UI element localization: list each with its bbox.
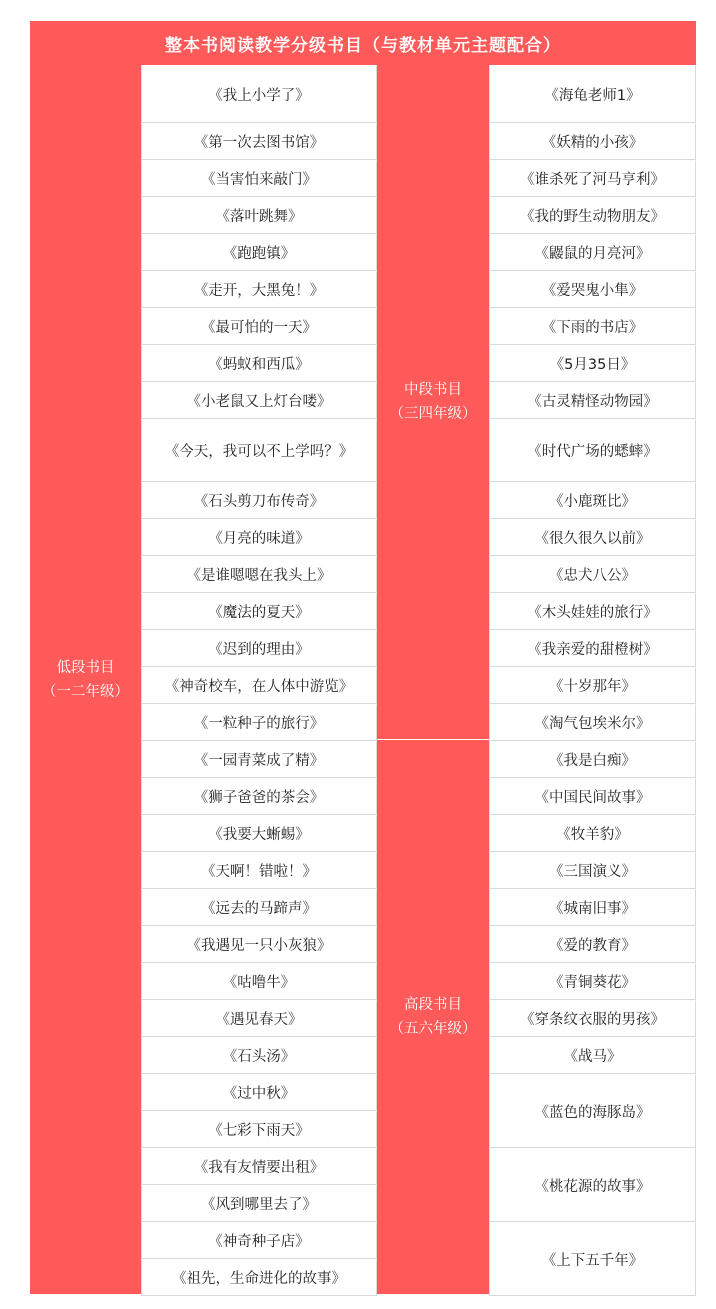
right-book-cell: 《时代广场的蟋蟀》 xyxy=(489,419,696,482)
left-book-cell: 《落叶跳舞》 xyxy=(141,197,377,234)
right-book-cell: 《谁杀死了河马亨利》 xyxy=(489,160,696,197)
tier-middle-name: 中段书目 xyxy=(404,382,462,398)
tier-high-grades: （五六年级） xyxy=(389,1021,477,1037)
tier-middle-grades: （三四年级） xyxy=(389,406,477,422)
right-book-cell: 《我亲爱的甜橙树》 xyxy=(489,630,696,667)
left-book-cell: 《天啊！错啦！》 xyxy=(141,852,377,889)
left-book-cell: 《迟到的理由》 xyxy=(141,630,377,667)
right-book-cell: 《爱的教育》 xyxy=(489,926,696,963)
left-book-cell: 《七彩下雨天》 xyxy=(141,1111,377,1148)
right-book-cell: 《我是白痴》 xyxy=(489,741,696,778)
tier-low-grades: （一二年级） xyxy=(42,683,129,700)
right-book-cell: 《爱哭鬼小隼》 xyxy=(489,271,696,308)
left-book-cell: 《我遇见一只小灰狼》 xyxy=(141,926,377,963)
right-book-cell: 《十岁那年》 xyxy=(489,667,696,704)
left-book-cell: 《最可怕的一天》 xyxy=(141,308,377,345)
tier-high-name: 高段书目 xyxy=(404,997,462,1013)
left-book-cell: 《我要大蜥蜴》 xyxy=(141,815,377,852)
right-book-cell: 《牧羊豹》 xyxy=(489,815,696,852)
right-book-cell: 《忠犬八公》 xyxy=(489,556,696,593)
reading-list-table xyxy=(30,21,696,1294)
right-book-cell: 《淘气包埃米尔》 xyxy=(489,704,696,741)
left-book-cell: 《祖先，生命进化的故事》 xyxy=(141,1259,377,1296)
right-book-cell: 《很久很久以前》 xyxy=(489,519,696,556)
left-book-cell: 《神奇校车，在人体中游览》 xyxy=(141,667,377,704)
right-book-cell: 《穿条纹衣服的男孩》 xyxy=(489,1000,696,1037)
right-book-cell: 《妖精的小孩》 xyxy=(489,123,696,160)
left-book-cell: 《小老鼠又上灯台喽》 xyxy=(141,382,377,419)
right-book-cell: 《5月35日》 xyxy=(489,345,696,382)
right-book-cell: 《古灵精怪动物园》 xyxy=(489,382,696,419)
right-book-cell: 《木头娃娃的旅行》 xyxy=(489,593,696,630)
right-book-cell: 《三国演义》 xyxy=(489,852,696,889)
left-book-cell: 《风到哪里去了》 xyxy=(141,1185,377,1222)
right-book-cell: 《青铜葵花》 xyxy=(489,963,696,1000)
left-book-cell: 《月亮的味道》 xyxy=(141,519,377,556)
left-book-cell: 《第一次去图书馆》 xyxy=(141,123,377,160)
right-book-cell: 《城南旧事》 xyxy=(489,889,696,926)
right-book-cell: 《下雨的书店》 xyxy=(489,308,696,345)
left-book-cell: 《咕噜牛》 xyxy=(141,963,377,1000)
right-book-column xyxy=(489,65,696,1294)
left-book-cell: 《走开，大黑兔！》 xyxy=(141,271,377,308)
tier-middle xyxy=(377,65,489,739)
left-book-cell: 《一粒种子的旅行》 xyxy=(141,704,377,741)
left-book-column xyxy=(141,65,377,1294)
left-book-cell: 《神奇种子店》 xyxy=(141,1222,377,1259)
left-book-cell: 《一园青菜成了精》 xyxy=(141,741,377,778)
right-book-cell: 《小鹿斑比》 xyxy=(489,482,696,519)
right-book-cell: 《战马》 xyxy=(489,1037,696,1074)
left-book-cell: 《当害怕来敲门》 xyxy=(141,160,377,197)
left-book-cell: 《我上小学了》 xyxy=(141,65,377,123)
tier-high xyxy=(377,739,489,1294)
right-book-cell: 《蓝色的海豚岛》 xyxy=(489,1074,696,1148)
right-book-cell: 《上下五千年》 xyxy=(489,1222,696,1296)
left-book-cell: 《远去的马蹄声》 xyxy=(141,889,377,926)
table-title: 整本书阅读教学分级书目（与教材单元主题配合） xyxy=(30,21,696,65)
left-book-cell: 《我有友情要出租》 xyxy=(141,1148,377,1185)
left-book-cell: 《魔法的夏天》 xyxy=(141,593,377,630)
left-book-cell: 《是谁嗯嗯在我头上》 xyxy=(141,556,377,593)
left-book-cell: 《蚂蚁和西瓜》 xyxy=(141,345,377,382)
right-book-cell: 《海龟老师1》 xyxy=(489,65,696,123)
left-book-cell: 《跑跑镇》 xyxy=(141,234,377,271)
right-book-cell: 《我的野生动物朋友》 xyxy=(489,197,696,234)
right-book-cell: 《桃花源的故事》 xyxy=(489,1148,696,1222)
left-book-cell: 《过中秋》 xyxy=(141,1074,377,1111)
right-book-cell: 《鼹鼠的月亮河》 xyxy=(489,234,696,271)
tier-low-name: 低段书目 xyxy=(56,659,115,676)
left-book-cell: 《遇见春天》 xyxy=(141,1000,377,1037)
tier-low xyxy=(30,65,141,1294)
left-book-cell: 《石头汤》 xyxy=(141,1037,377,1074)
left-book-cell: 《石头剪刀布传奇》 xyxy=(141,482,377,519)
right-book-cell: 《中国民间故事》 xyxy=(489,778,696,815)
left-book-cell: 《狮子爸爸的茶会》 xyxy=(141,778,377,815)
left-book-cell: 《今天，我可以不上学吗？》 xyxy=(141,419,377,482)
